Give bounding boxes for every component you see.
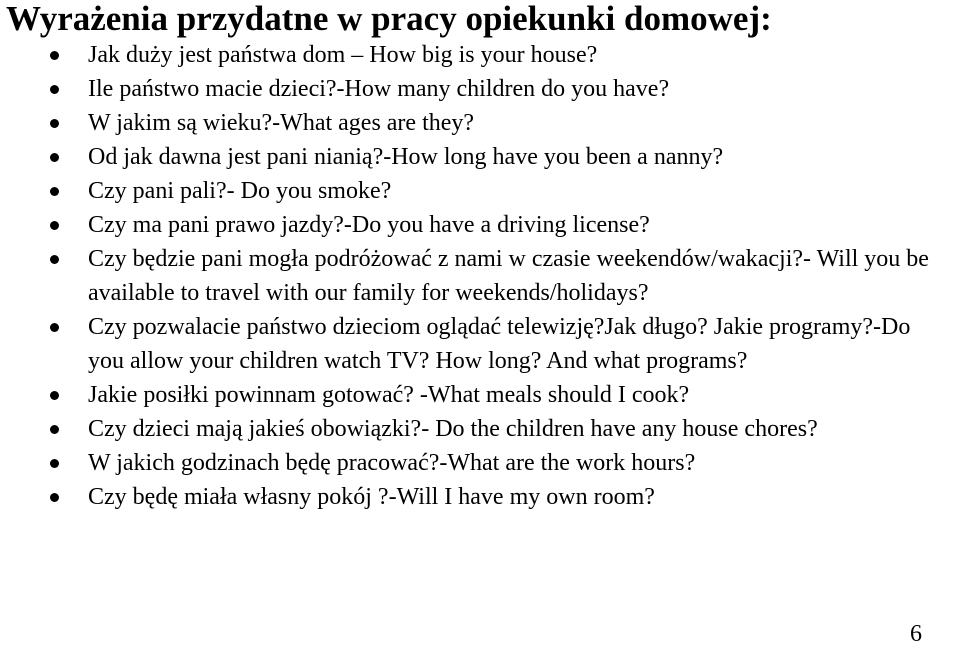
bullet-icon <box>50 323 59 332</box>
bullet-icon <box>50 119 59 128</box>
page-number: 6 <box>910 621 922 647</box>
list-item-text: Czy będę miała własny pokój ?-Will I have my own room? <box>88 484 655 510</box>
bullet-icon <box>50 459 59 468</box>
bullet-icon <box>50 51 59 60</box>
list-item-text: Czy dzieci mają jakieś obowiązki?- Do the children have any house chores? <box>88 416 818 442</box>
bullet-icon <box>50 153 59 162</box>
list-item <box>0 310 960 378</box>
bullet-icon <box>50 187 59 196</box>
list-item <box>0 140 960 174</box>
bullet-icon <box>50 425 59 434</box>
phrase-list <box>0 38 960 514</box>
list-item <box>0 174 960 208</box>
list-item <box>0 72 960 106</box>
list-item-text: Czy ma pani prawo jazdy?-Do you have a driving license? <box>88 212 650 238</box>
bullet-icon <box>50 85 59 94</box>
list-item-text: Od jak dawna jest pani nianią?-How long have you been a nanny? <box>88 144 724 170</box>
list-item-text: Czy pozwalacie państwo dzieciom oglądać telewizję?Jak długo? Jakie programy?-Do you allow your children watch TV? How long? And what programs? <box>88 314 911 374</box>
list-item-text: W jakich godzinach będę pracować?-What are the work hours? <box>88 450 696 476</box>
page-title: Wyrażenia przydatne w pracy opiekunki domowej: <box>6 0 772 38</box>
bullet-icon <box>50 255 59 264</box>
list-item <box>0 242 960 310</box>
list-item <box>0 412 960 446</box>
list-item <box>0 480 960 514</box>
list-item-text: Ile państwo macie dzieci?-How many children do you have? <box>88 76 670 102</box>
bullet-icon <box>50 221 59 230</box>
list-item <box>0 208 960 242</box>
list-item-text: Jak duży jest państwa dom – How big is your house? <box>88 42 598 68</box>
list-item <box>0 106 960 140</box>
list-item-text: W jakim są wieku?-What ages are they? <box>88 110 475 136</box>
bullet-icon <box>50 391 59 400</box>
list-item-text: Czy pani pali?- Do you smoke? <box>88 178 392 204</box>
list-item <box>0 378 960 412</box>
bullet-icon <box>50 493 59 502</box>
list-item-text: Jakie posiłki powinnam gotować? -What meals should I cook? <box>88 382 690 408</box>
list-item <box>0 38 960 72</box>
list-item <box>0 446 960 480</box>
list-item-text: Czy będzie pani mogła podróżować z nami w czasie weekendów/wakacji?- Will you be available to travel with our family for weekends/holidays? <box>88 246 929 306</box>
